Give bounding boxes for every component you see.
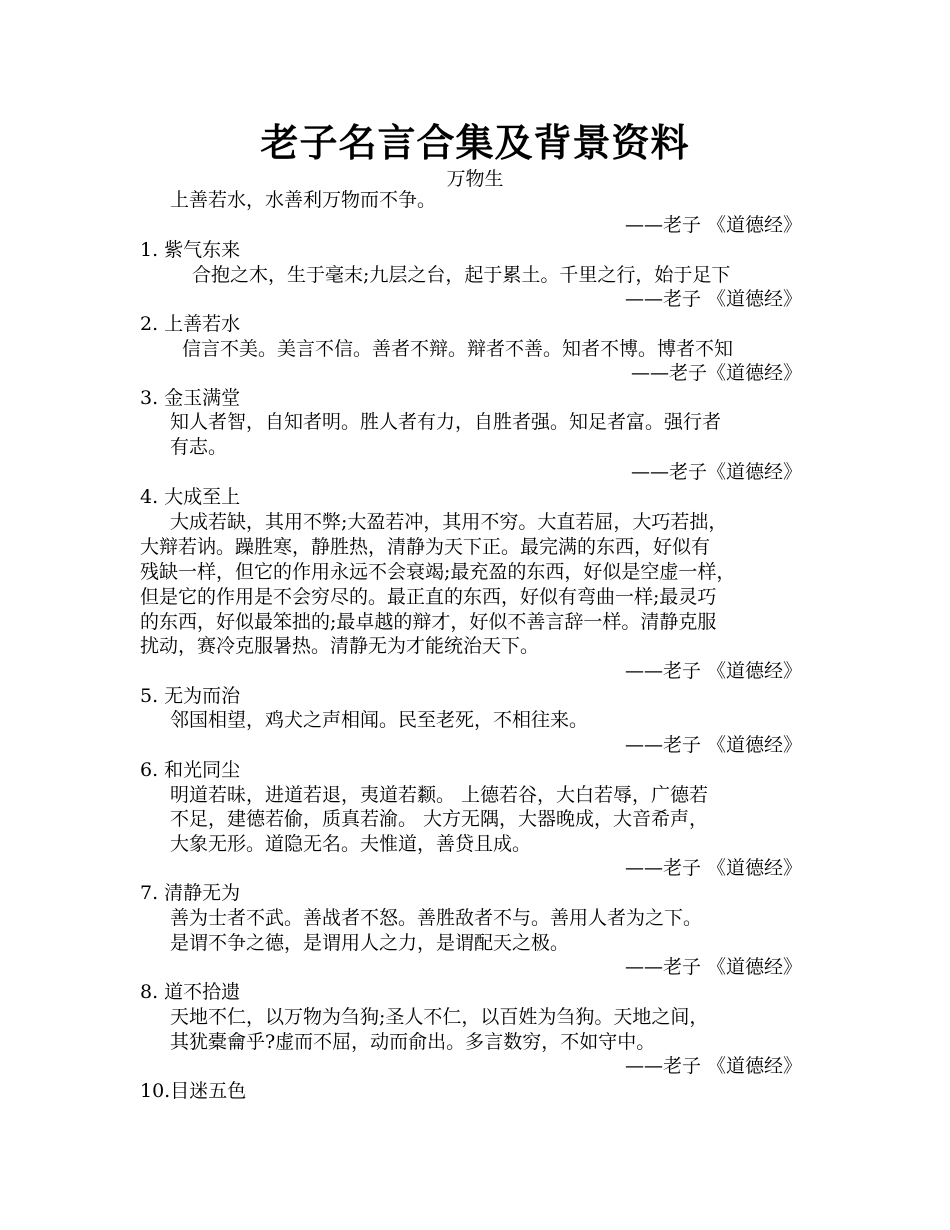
section-heading: 8. 道不拾遗 <box>140 981 241 1003</box>
section-attribution: ——老子 《道德经》 <box>624 660 802 682</box>
section-heading: 6. 和光同尘 <box>140 759 241 781</box>
section-heading: 7. 清静无为 <box>140 882 241 904</box>
section-heading: 1. 紫气东来 <box>140 239 241 261</box>
section-quote-line: 其犹橐龠乎?虚而不屈，动而俞出。多言数穷，不如守中。 <box>170 1031 656 1053</box>
section-quote-line: 的东西，好似最笨拙的;最卓越的辩才，好似不善言辞一样。清静克服 <box>140 611 717 633</box>
section-attribution: ——老子《道德经》 <box>630 461 802 483</box>
section-quote-line: 扰动，赛冷克服暑热。清静无为才能统治天下。 <box>140 635 540 657</box>
section-quote-line: 残缺一样，但它的作用永远不会衰竭;最充盈的东西，好似是空虚一样， <box>140 561 736 583</box>
section-quote: 信言不美。美言不信。善者不辩。辩者不善。知者不博。博者不知 <box>182 338 734 360</box>
section-quote-line: 大辩若讷。躁胜寒，静胜热，清静为天下正。最完满的东西，好似有 <box>140 536 711 558</box>
section-attribution: ——老子 《道德经》 <box>624 1055 802 1077</box>
intro-quote: 上善若水，水善利万物而不争。 <box>170 189 437 211</box>
section-quote-line: 善为士者不武。善战者不怒。善胜敌者不与。善用人者为之下。 <box>170 907 703 929</box>
section-quote-line: 是谓不争之德，是谓用人之力，是谓配天之极。 <box>170 932 570 954</box>
section-attribution: ——老子 《道德经》 <box>624 956 802 978</box>
section-quote-line: 明道若昧，进道若退，夷道若颣。 上德若谷，大白若辱，广德若 <box>170 784 709 806</box>
section-quote: 邻国相望，鸡犬之声相闻。民至老死，不相往来。 <box>170 709 589 731</box>
section-attribution: ——老子 《道德经》 <box>624 857 802 879</box>
section-quote-line: 大成若缺，其用不弊;大盈若冲，其用不穷。大直若屈，大巧若拙， <box>170 511 728 533</box>
section-attribution: ——老子 《道德经》 <box>624 288 802 310</box>
intro-attribution: ——老子 《道德经》 <box>624 214 802 236</box>
section-quote-line: 大象无形。道隐无名。夫惟道，善贷且成。 <box>170 833 532 855</box>
section-attribution: ——老子 《道德经》 <box>624 734 802 756</box>
section-heading: 5. 无为而治 <box>140 685 241 707</box>
section-heading: 3. 金玉满堂 <box>140 387 241 409</box>
section-heading: 2. 上善若水 <box>140 313 241 335</box>
section-quote-line: 不足，建德若偷，质真若渝。 大方无隅，大器晚成，大音希声， <box>170 808 709 830</box>
document-subtitle: 万物生 <box>446 168 504 190</box>
section-quote-line: 有志。 <box>170 436 228 458</box>
section-quote-line: 知人者智，自知者明。胜人者有力，自胜者强。知足者富。强行者 <box>170 411 722 433</box>
section-heading: 10.目迷五色 <box>140 1080 247 1102</box>
section-quote-line: 天地不仁，以万物为刍狗;圣人不仁，以百姓为刍狗。天地之间， <box>170 1006 709 1028</box>
section-attribution: ——老子《道德经》 <box>630 362 802 384</box>
section-quote: 合抱之木，生于毫末;九层之台，起于累土。千里之行，始于足下 <box>192 264 731 286</box>
section-quote-line: 但是它的作用是不会穷尽的。最正直的东西，好似有弯曲一样;最灵巧 <box>140 586 717 608</box>
section-heading: 4. 大成至上 <box>140 486 241 508</box>
document-title: 老子名言合集及背景资料 <box>260 121 690 165</box>
